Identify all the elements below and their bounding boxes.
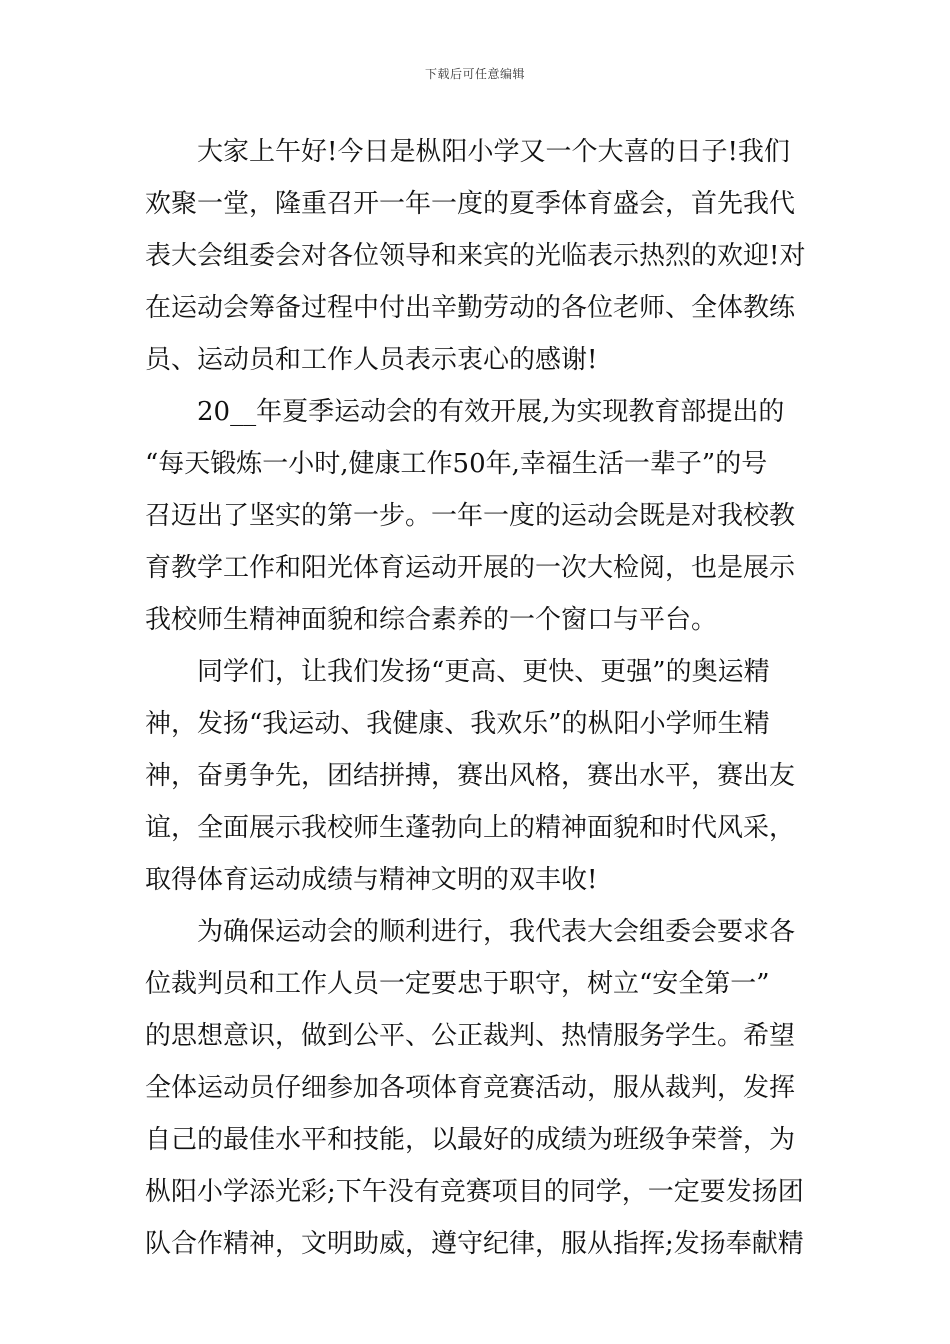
- document-body: [145, 126, 811, 1270]
- paragraph-line: 召迈出了坚实的第一步。一年一度的运动会既是对我校教: [145, 501, 796, 531]
- paragraph-2: [145, 386, 811, 646]
- paragraph-line: 同学们，让我们发扬“更高、更快、更强”的奥运精: [197, 657, 770, 687]
- paragraph-3: [145, 646, 811, 906]
- paragraph-line: 位裁判员和工作人员一定要忠于职守，树立“安全第一”: [145, 969, 770, 999]
- paragraph-line: 大家上午好!今日是枞阳小学又一个大喜的日子!我们: [197, 137, 790, 167]
- paragraph-line: 为确保运动会的顺利进行，我代表大会组委会要求各: [197, 917, 796, 947]
- paragraph-line: 我校师生精神面貌和综合素养的一个窗口与平台。: [145, 605, 718, 635]
- paragraph-line: 的思想意识，做到公平、公正裁判、热情服务学生。希望: [145, 1021, 796, 1051]
- paragraph-line: 谊，全面展示我校师生蓬勃向上的精神面貌和时代风采，: [145, 813, 796, 843]
- paragraph-line: “每天锻炼一小时,健康工作50年,幸福生活一辈子”的号: [145, 449, 768, 479]
- page-header: 下载后可任意编辑: [424, 67, 525, 81]
- paragraph-line: 表大会组委会对各位领导和来宾的光临表示热烈的欢迎!对: [145, 241, 806, 271]
- paragraph-line: 队合作精神，文明助威，遵守纪律，服从指挥;发扬奉献精: [145, 1229, 804, 1259]
- paragraph-line: 欢聚一堂，隆重召开一年一度的夏季体育盛会，首先我代: [145, 189, 796, 219]
- paragraph-line: 员、运动员和工作人员表示衷心的感谢!: [145, 345, 598, 375]
- paragraph-line: 自己的最佳水平和技能，以最好的成绩为班级争荣誉，为: [145, 1125, 796, 1155]
- paragraph-line: 取得体育运动成绩与精神文明的双丰收!: [145, 865, 598, 895]
- paragraph-1: [145, 126, 811, 386]
- paragraph-4: [145, 906, 811, 1270]
- paragraph-line: 全体运动员仔细参加各项体育竞赛活动，服从裁判，发挥: [145, 1073, 796, 1103]
- paragraph-line: 神，发扬“我运动、我健康、我欢乐”的枞阳小学师生精: [145, 709, 770, 739]
- paragraph-line: 育教学工作和阳光体育运动开展的一次大检阅，也是展示: [145, 553, 796, 583]
- paragraph-line: 神，奋勇争先，团结拼搏，赛出风格，赛出水平，赛出友: [145, 761, 796, 791]
- paragraph-line: 在运动会筹备过程中付出辛勤劳动的各位老师、全体教练: [145, 293, 796, 323]
- paragraph-line: 20__年夏季运动会的有效开展,为实现教育部提出的: [197, 397, 785, 427]
- paragraph-line: 枞阳小学添光彩;下午没有竞赛项目的同学，一定要发扬团: [145, 1177, 804, 1207]
